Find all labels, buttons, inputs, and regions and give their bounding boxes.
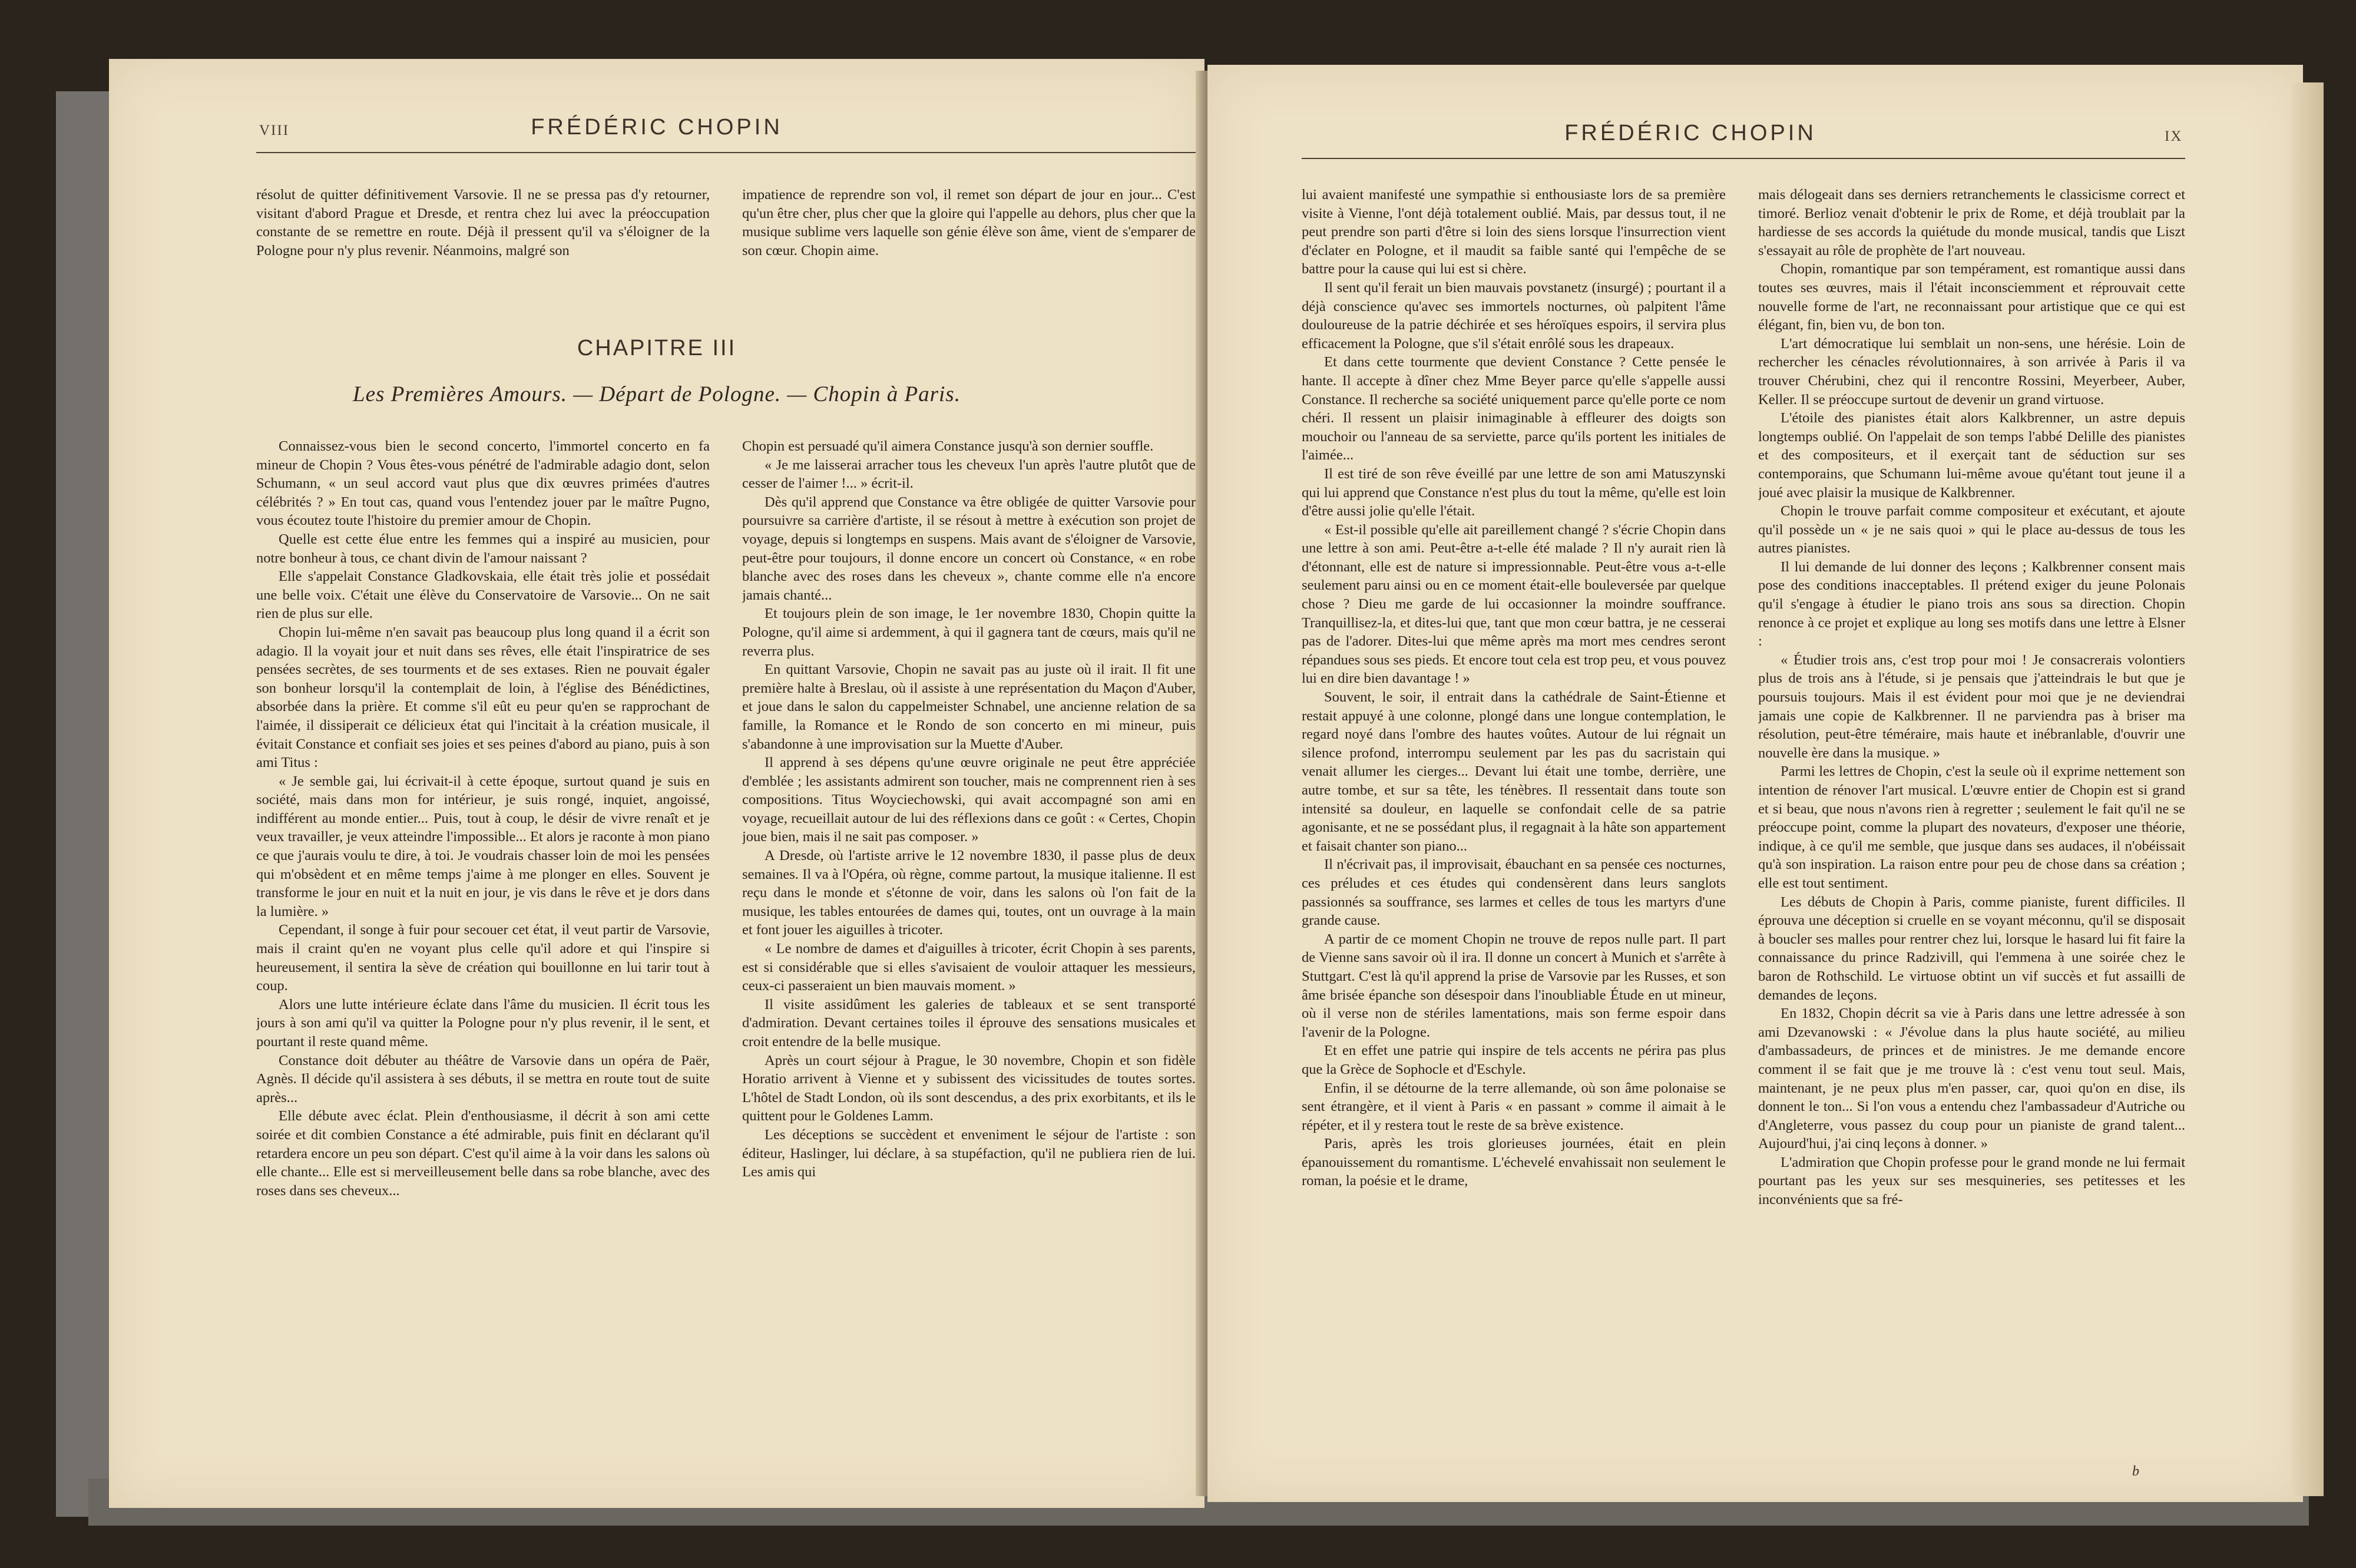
paragraph: Connaissez-vous bien le second concerto, l'immortel concerto en fa mineur de Chopin ? Vous êtes-vous pénétré de l'admirable adagio dont, selon Schumann, « un seul accord vaut plus que dix œuvres primées d'autres célébrités ? » En tout cas, quand vous l'entendez jouer par le maître Pugno, vous écoutez toute l'histoire du premier amour de Chopin.	[256, 438, 710, 529]
paragraph: Chopin le trouve parfait comme compositeur et exécutant, et ajoute qu'il possède un « je ne sais quoi » qui le place au-dessus de tous les autres pianistes.	[1758, 503, 2185, 557]
paragraph: résolut de quitter définitivement Varsovie. Il ne se pressa pas d'y retourner, visitant d'abord Prague et Dresde, et rentra chez lui avec la préoccupation constante de se remettre en route. Déjà il pressent qu'il va s'éloigner de la Pologne pour n'y plus revenir. Néanmoins, malgré son	[256, 187, 710, 259]
signature-mark: b	[2132, 1464, 2139, 1479]
right-body-col2	[1758, 186, 2185, 1458]
left-top-col1	[256, 186, 710, 327]
paragraph: L'art démocratique lui semblait un non-sens, une hérésie. Loin de rechercher les cénacles révolutionnaires, à son arrivée à Paris il va trouver Chérubini, chez qui il rencontre Rossini, Meyerbeer, Auber, Keller. Il se préoccupe surtout de devenir un grand virtuose.	[1758, 335, 2185, 408]
paragraph: A partir de ce moment Chopin ne trouve de repos nulle part. Il part de Vienne sans savoir où il ira. Il donne un concert à Munich et s'arrête à Stuttgart. C'est là qu'il apprend la prise de Varsovie par les Russes, et son âme brisée épanche son désespoir dans l'inoubliable Étude en ut mineur, où il verse non de stériles lamentations, mais son ferme espoir dans l'avenir de la Pologne.	[1302, 931, 1726, 1040]
paragraph: En 1832, Chopin décrit sa vie à Paris dans une lettre adressée à son ami Dzevanowski : « J'évolue dans la plus haute société, au milieu d'ambassadeurs, de princes et de ministres. Je me demande encore comment il se fait que je me trouve là : c'est venu tout seul. Mais, maintenant, je ne peux plus m'en passer, car, quoi qu'on en dise, ils donnent le ton... Si l'on vous a entendu chez l'ambassadeur d'Autriche ou d'Angleterre, vous passez du coup pour un pianiste de grand talent... Aujourd'hui, j'ai cinq leçons à donner. »	[1758, 1005, 2185, 1152]
left-body-col1	[256, 437, 710, 1447]
paragraph: Souvent, le soir, il entrait dans la cathédrale de Saint-Étienne et restait appuyé à une colonne, plongé dans une longue contemplation, le regard noyé dans l'ombre des hautes voûtes. Autour de lui régnait un silence profond, interrompu seulement par les pas du sacristain qui venait allumer les cierges... Devant lui était une tombe, derrière, une autre tombe, et sur sa tête, les ténèbres. Il ressentait dans toute son intensité sa douleur, en laquelle se confondait celle de sa patrie agonisante, et ne se possédant plus, il regagnait à la hâte son appartement et faisait chanter son piano...	[1302, 689, 1726, 854]
paragraph: Elle s'appelait Constance Gladkovskaia, elle était très jolie et possédait une belle voix. C'était une élève du Conservatoire de Varsovie... On ne sait rien de plus sur elle.	[256, 568, 710, 622]
chapter-heading: CHAPITRE III	[577, 336, 737, 360]
paragraph: Elle débute avec éclat. Plein d'enthousiasme, il décrit à son ami cette soirée et dit combien Constance a été admirable, puis finit en déclarant qu'il retardera encore un peu son départ. C'est qu'il aime à la voir dans les salons où elle chante... Elle est si merveilleusement belle dans sa robe blanche, avec des roses dans ses cheveux...	[256, 1108, 710, 1199]
left-page	[109, 59, 1205, 1508]
page-number-right: IX	[2165, 128, 2183, 144]
paragraph: A Dresde, où l'artiste arrive le 12 novembre 1830, il passe plus de deux semaines. Il va à l'Opéra, où règne, comme partout, la musique italienne. Il est reçu dans le monde et s'étonne de voir, dans les salons où l'on fait de la musique, les tables entourées de dames qui, toutes, ont un ouvrage à la main et font jouer les aiguilles à tricoter.	[742, 848, 1196, 938]
header-rule-right	[1302, 158, 2185, 159]
right-body-col1	[1302, 186, 1726, 1458]
paragraph: Parmi les lettres de Chopin, c'est la seule où il exprime nettement son intention de rénover l'art musical. L'œuvre entier de Chopin est si grand et si beau, que nous n'avons rien à regretter ; seulement le fait qu'il ne se préoccupe point, comme la plupart des novateurs, d'exposer une théorie, indique, à ce qu'il me semble, que jusque dans ses audaces, il n'obéissait qu'à son inspiration. La raison entre pour peu de chose dans sa création ; elle est tout sentiment.	[1758, 763, 2185, 891]
paragraph: Les débuts de Chopin à Paris, comme pianiste, furent difficiles. Il éprouva une déception si cruelle en se voyant méconnu, qu'il se disposait à boucler ses malles pour rentrer chez lui, lorsque le hasard lui fit faire la connaissance du prince Radzivill, qui l'emmena à une soirée chez le baron de Rothschild. Le virtuose obtint un vif succès et fut assailli de demandes de leçons.	[1758, 894, 2185, 1003]
paragraph: « Est-il possible qu'elle ait pareillement changé ? s'écrie Chopin dans une lettre à son ami. Peut-être a-t-elle été malade ? Il n'y aurait rien là d'étonnant, elle est de nature si impressionnable. Peut-être vous a-t-elle seulement paru ainsi ou en ce moment était-elle bouleversée par quelque chose ? Dieu me garde de lui occasionner la moindre souffrance. Tranquillisez-la, et dites-lui que, tant que mon cœur battra, je ne cesserai pas de l'adorer. Dites-lui que même après ma mort mes cendres seront répandues sous ses pieds. Et encore tout cela est trop peu, et vous pouvez lui en dire bien davantage ! »	[1302, 521, 1726, 687]
paragraph: mais délogeait dans ses derniers retranchements le classicisme correct et timoré. Berlioz venait d'obtenir le prix de Rome, et déjà troublait par la hardiesse de ses accords la quiétude du monde musical, tandis que Liszt s'essayait au rôle de prophète de l'art nouveau.	[1758, 187, 2185, 259]
paragraph: « Le nombre de dames et d'aiguilles à tricoter, écrit Chopin à ses parents, est si considérable que si elles s'avisaient de vouloir attaquer les messieurs, ceux-ci passeraient un bien mauvais moment. »	[742, 941, 1196, 994]
paragraph: L'étoile des pianistes était alors Kalkbrenner, un astre depuis longtemps oublié. On l'appelait de son temps l'abbé Delille des pianistes et des compositeurs, et il exerçait tant de séduction sur ses contemporains, que Schumann lui-même avoue qu'étant tout jeune il a joué avec plaisir la musique de Kalkbrenner.	[1758, 410, 2185, 501]
paragraph: Il lui demande de lui donner des leçons ; Kalkbrenner consent mais pose des conditions inacceptables. Il prétend exiger du jeune Polonais qu'il s'engage à étudier le piano trois ans sous sa direction. Chopin renonce à ce projet et explique au long ses motifs dans une lettre à Elsner :	[1758, 558, 2185, 650]
paragraph: Constance doit débuter au théâtre de Varsovie dans un opéra de Paër, Agnès. Il décide qu'il assistera à ses débuts, il se mettra en route tout de suite après...	[256, 1052, 710, 1106]
paragraph: Il sent qu'il ferait un bien mauvais povstanetz (insurgé) ; pourtant il a déjà conscience qu'avec ses immortels nocturnes, où palpitent l'âme douloureuse de la patrie déchirée et ses héroïques espoirs, il servira plus efficacement la Pologne, que s'il s'était enrôlé sous les drapeaux.	[1302, 279, 1726, 352]
left-body-col2	[742, 437, 1196, 1447]
paragraph: Alors une lutte intérieure éclate dans l'âme du musicien. Il écrit tous les jours à son ami qu'il va quitter la Pologne pour n'y plus revenir, il le sent, et pourtant il reste quand même.	[256, 996, 710, 1050]
header-rule-left	[256, 152, 1196, 153]
paragraph: Il visite assidûment les galeries de tableaux et se sent transporté d'admiration. Devant certaines toiles il éprouve des sensations musicales et croit entendre de la belle musique.	[742, 996, 1196, 1050]
paragraph: Cependant, il songe à fuir pour secouer cet état, il veut partir de Varsovie, mais il craint qu'en ne voyant plus celle qu'il adore et qui l'inspire si heureusement, il sentira la sève de création qui bouillonne en lui tarir tout à coup.	[256, 922, 710, 994]
paragraph: Il est tiré de son rêve éveillé par une lettre de son ami Matuszynski qui lui apprend que Constance n'est plus du tout la même, qu'elle est loin d'être aussi jolie qu'elle l'était.	[1302, 465, 1726, 520]
paragraph: Et dans cette tourmente que devient Constance ? Cette pensée le hante. Il accepte à dîner chez Mme Beyer parce qu'elle s'appelle aussi Constance. Il recherche sa société uniquement parce qu'elle porte ce nom chéri. Il ressent un plaisir inimaginable à effleurer des doigts son mouchoir ou l'anneau de sa serviette, parce qu'ils portent les initiales de l'aimée...	[1302, 354, 1726, 464]
page-fore-edge	[2291, 82, 2324, 1496]
paragraph: Et en effet une patrie qui inspire de tels accents ne périra pas plus que la Grèce de Sophocle et d'Eschyle.	[1302, 1043, 1726, 1077]
running-title-right: FRÉDÉRIC CHOPIN	[1564, 121, 1816, 145]
paragraph: Enfin, il se détourne de la terre allemande, où son âme polonaise se sent étrangère, et il vient à Paris « en passant » comme il aimait à le répéter, et il y restera tout le reste de sa brève existence.	[1302, 1080, 1726, 1133]
paragraph: Chopin est persuadé qu'il aimera Constance jusqu'à son dernier souffle.	[742, 438, 1154, 454]
paragraph: Il n'écrivait pas, il improvisait, ébauchant en sa pensée ces nocturnes, ces préludes et ces études qui condensèrent dans leurs sanglots passionnés sa souffrance, ses larmes et celles de tous les martyrs d'une grande cause.	[1302, 856, 1726, 929]
paragraph: Dès qu'il apprend que Constance va être obligée de quitter Varsovie pour poursuivre sa carrière d'artiste, il se résout à mettre à exécution son projet de voyage, depuis si longtemps en suspens. Mais avant de s'éloigner de Varsovie, peut-être pour toujours, il donne encore un concert où Constance, « en robe blanche avec des roses dans les cheveux », chante comme elle n'a encore jamais chanté...	[742, 494, 1196, 603]
chapter-subtitle: Les Premières Amours. — Départ de Pologne. — Chopin à Paris.	[353, 382, 961, 406]
paragraph: Il apprend à ses dépens qu'une œuvre originale ne peut être appréciée d'emblée ; les assistants admirent son toucher, mais ne comprennent rien à ses compositions. Titus Woyciechowski, qui avait accompagné son ami en voyage, recueillait autour de lui des réflexions dans ce goût : « Certes, Chopin joue bien, mais il ne sait pas composer. »	[742, 755, 1196, 845]
paragraph: Paris, après les trois glorieuses journées, était en plein épanouissement du romantisme. L'échevelé envahissait non seulement le roman, la poésie et le drame,	[1302, 1136, 1726, 1189]
paragraph: Chopin lui-même n'en savait pas beaucoup plus long quand il a écrit son adagio. Il la voyait jour et nuit dans ses rêves, elle était l'inspiratrice de ses pensées secrètes, de ses tourments et de ses extases. Rien ne pouvait égaler son bonheur lorsqu'il la contemplait de loin, à l'église des Bénédictines, absorbée dans la prière. Et comme s'il eût eu peur qu'en se rapprochant de l'aimée, il dissiperait ce délicieux état qui l'incitait à la création musicale, il évitait Constance et confiait ses joies et ses peines d'abord au piano, puis à son ami Titus :	[256, 624, 710, 771]
paragraph: Et toujours plein de son image, le 1er novembre 1830, Chopin quitte la Pologne, qu'il aime si ardemment, à qui il gagnera tant de cœurs, mais qu'il ne reverra plus.	[742, 606, 1196, 659]
running-title-left: FRÉDÉRIC CHOPIN	[531, 115, 783, 140]
paragraph: « Je semble gai, lui écrivait-il à cette époque, surtout quand je suis en société, mais dans mon for intérieur, je suis rongé, inquiet, angoissé, indifférent au monde entier... Puis, tout à coup, le désir de vivre renaît et je veux travailler, je veux atteindre l'impossible... Et alors je raconte à mon piano ce que j'aurais voulu te dire, à toi. Je voudrais chasser loin de moi les pensées qui m'obsèdent et en même temps j'aime à me plonger en elles. Souvent je transforme le jour en nuit et la nuit en jour, je vis dans le rêve et je dors dans la lumière. »	[256, 773, 710, 919]
paragraph: lui avaient manifesté une sympathie si enthousiaste lors de sa première visite à Vienne, l'ont déjà totalement oublié. Mais, par dessus tout, il ne peut prendre son parti d'être si loin des siens lorsque l'insurrection vient d'éclater en Pologne, et il maudit sa faible santé qui l'empêche de se battre pour la cause qui lui est si chère.	[1302, 187, 1726, 277]
paragraph: Les déceptions se succèdent et enveniment le séjour de l'artiste : son éditeur, Haslinger, lui déclare, à sa stupéfaction, qu'il ne publiera rien de lui. Les amis qui	[742, 1126, 1196, 1180]
paragraph: Quelle est cette élue entre les femmes qui a inspiré au musicien, pour notre bonheur à tous, ce chant divin de l'amour naissant ?	[256, 531, 710, 566]
paragraph: « Je me laisserai arracher tous les cheveux l'un après l'autre plutôt que de cesser de l'aimer !... » écrit-il.	[742, 456, 1196, 492]
paragraph: Après un court séjour à Prague, le 30 novembre, Chopin et son fidèle Horatio arrivent à Vienne et y subissent des vicissitudes de toutes sortes. L'hôtel de Stadt London, où ils sont descendus, a des prix exorbitants, et ils le quittent pour le Goldenes Lamm.	[742, 1052, 1196, 1124]
paragraph: En quittant Varsovie, Chopin ne savait pas au juste où il irait. Il fit une première halte à Breslau, où il assiste à une représentation du Maçon d'Auber, et joue dans le salon du cappelmeister Schnabel, une ancienne relation de sa famille, la Romance et le Rondo de son concerto en mi mineur, puis s'abandonne à une improvisation sur la Muette d'Auber.	[742, 661, 1196, 752]
right-page	[1207, 65, 2303, 1502]
page-number-left: VIII	[259, 123, 290, 138]
paragraph: « Étudier trois ans, c'est trop pour moi ! Je consacrerais volontiers plus de trois ans à l'étude, si je pensais que j'atteindrais le but que je poursuis toujours. Mais il est évident pour moi que je ne deviendrai jamais une copie de Kalkbrenner. Il ne parviendra pas à briser ma résolution, peut-être téméraire, mais haute et inébranlable, d'ouvrir une nouvelle ère dans la musique. »	[1758, 651, 2185, 761]
paragraph: impatience de reprendre son vol, il remet son départ de jour en jour... C'est qu'un être cher, plus cher que la gloire qui l'appelle au dehors, plus cher que la musique sublime vers laquelle son génie élève son âme, vient de s'emparer de son cœur. Chopin aime.	[742, 187, 1196, 259]
paragraph: Chopin, romantique par son tempérament, est romantique aussi dans toutes ses œuvres, mais il l'était inconsciemment et réprouvait cette nouvelle forme de l'art, ne reconnaissant pour artistique que ce qui est élégant, fin, bien vu, de bon ton.	[1758, 261, 2185, 333]
paragraph: L'admiration que Chopin professe pour le grand monde ne lui fermait pourtant pas les yeux sur ses mesquineries, ses petitesses et les inconvénients que sa fré-	[1758, 1154, 2185, 1208]
left-top-col2	[742, 186, 1196, 327]
